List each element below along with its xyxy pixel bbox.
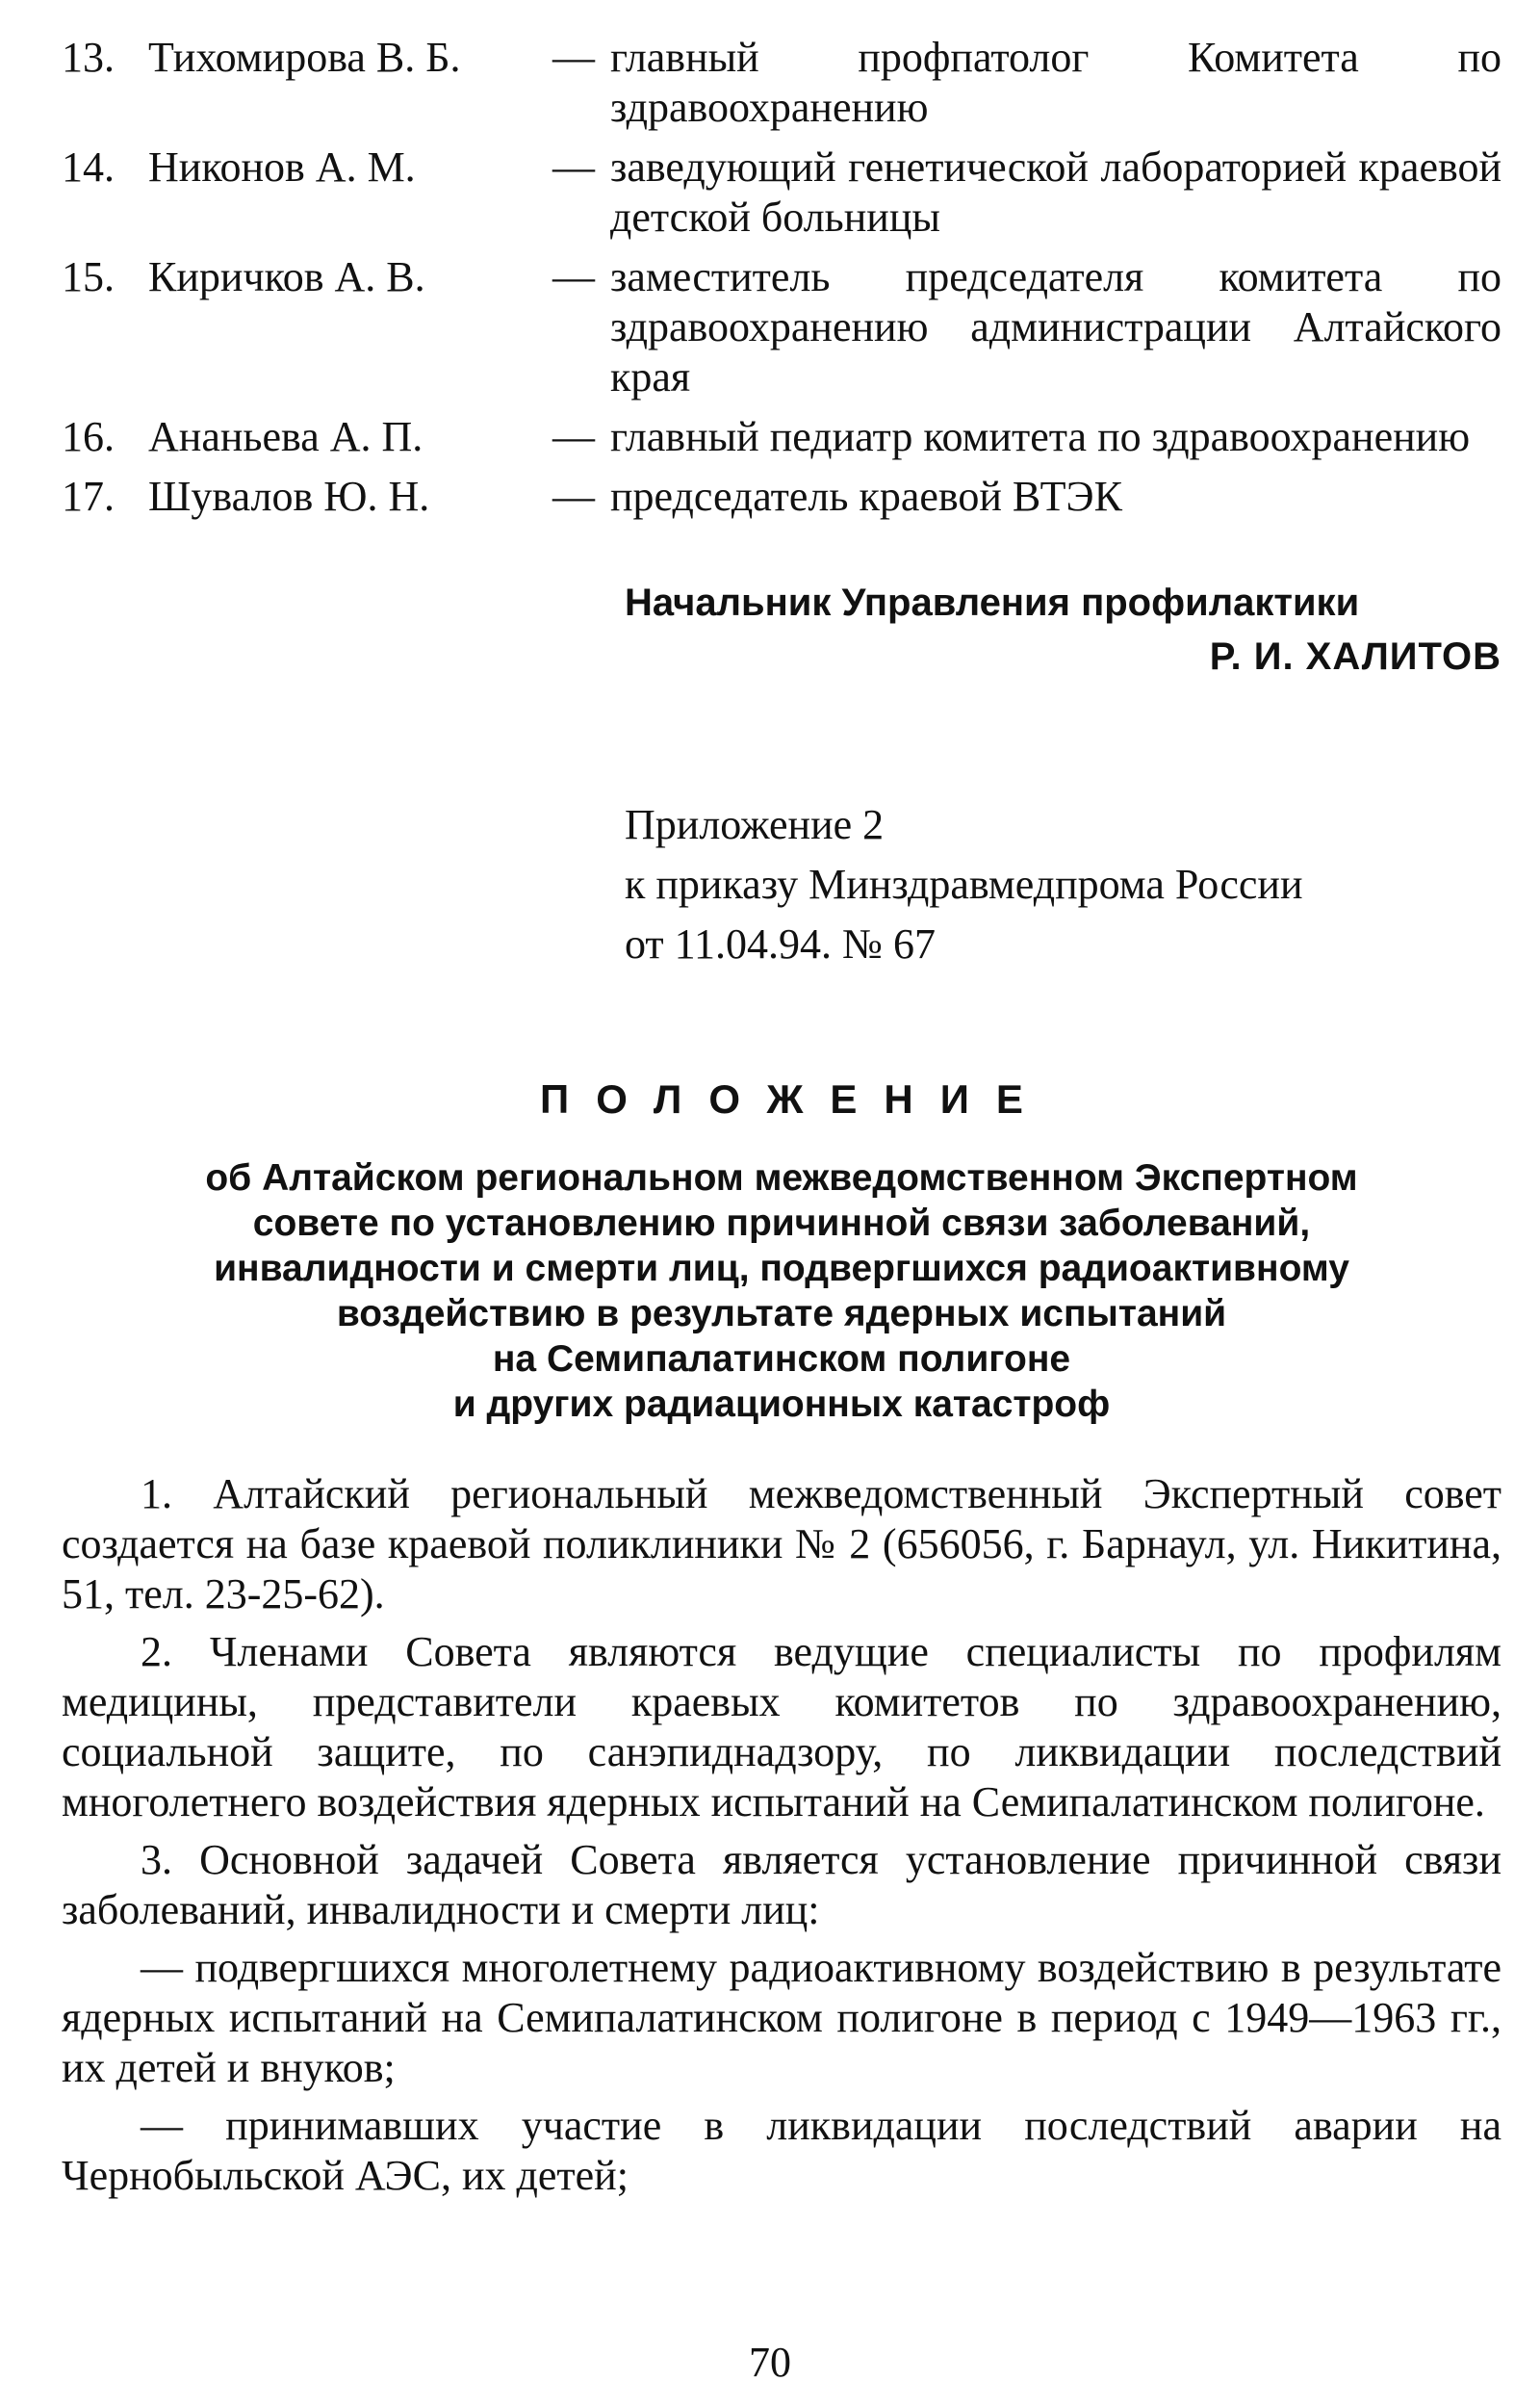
signature-position: Начальник Управления профилактики: [625, 582, 1360, 624]
subtitle-line: совете по установлению причинной связи заболеваний,: [252, 1203, 1311, 1244]
member-role: главный педиатр комитета по здравоохранению: [610, 413, 1471, 460]
member-dash: —: [552, 253, 595, 300]
document-page: [62, 33, 1502, 2209]
member-number: 15.: [62, 253, 115, 300]
member-dash: —: [552, 143, 595, 191]
appendix-line: к приказу Минздравмедпрома России: [625, 861, 1303, 908]
member-number: 17.: [62, 473, 115, 520]
member-role: заведующий генетической лабораторией краевой детской больницы: [610, 143, 1502, 241]
paragraph: — подвергшихся многолетнему радиоактивному воздействию в результате ядерных испытаний на Семипалатинском полигоне в период с 1949—1963 гг., их детей и внуков;: [62, 1944, 1502, 2091]
page-number: 70: [749, 2339, 791, 2386]
member-row: [62, 472, 1502, 522]
subtitle-line: воздействию в результате ядерных испытаний: [336, 1293, 1227, 1334]
member-name: Никонов А. М.: [148, 143, 416, 191]
member-name: Киричков А. В.: [148, 253, 425, 300]
signature-name: Р. И. ХАЛИТОВ: [1209, 635, 1502, 678]
body-text: [62, 1469, 1502, 2201]
member-row: [62, 412, 1502, 462]
subtitle-line: инвалидности и смерти лиц, подвергшихся радиоактивному: [214, 1248, 1349, 1289]
document-title: ПОЛОЖЕНИЕ: [540, 1076, 1050, 1122]
member-name: Ананьева А. П.: [148, 413, 424, 460]
paragraph: 3. Основной задачей Совета является установление причинной связи заболеваний, инвалидности и смерти лиц:: [62, 1836, 1502, 1933]
subtitle-line: об Алтайском региональном межведомственном Экспертном: [205, 1157, 1358, 1199]
member-number: 13.: [62, 34, 115, 81]
appendix-header: [625, 795, 1502, 974]
document-subtitle: [62, 1155, 1502, 1427]
member-row: [62, 252, 1502, 402]
appendix-line: от 11.04.94. № 67: [625, 920, 936, 968]
signature-block: [625, 576, 1502, 684]
member-name: Шувалов Ю. Н.: [148, 473, 430, 520]
member-row: [62, 33, 1502, 133]
member-dash: —: [552, 473, 595, 520]
member-dash: —: [552, 413, 595, 460]
member-row: [62, 142, 1502, 243]
member-dash: —: [552, 34, 595, 81]
paragraph: 1. Алтайский региональный межведомственный Экспертный совет создается на базе краевой поликлиники № 2 (656056, г. Барнаул, ул. Никитина, 51, тел. 23-25-62).: [62, 1470, 1502, 1618]
member-role: главный профпатолог Комитета по здравоохранению: [610, 34, 1502, 131]
subtitle-line: на Семипалатинском полигоне: [492, 1338, 1071, 1380]
member-name: Тихомирова В. Б.: [148, 34, 461, 81]
paragraph: 2. Членами Совета являются ведущие специалисты по профилям медицины, представители краевых комитетов по здравоохранению, социальной защите, по санэпиднадзору, по ликвидации последствий многолетнего воздействия ядерных испытаний на Семипалатинском полигоне.: [62, 1628, 1502, 1825]
appendix-line: Приложение 2: [625, 801, 885, 848]
member-role: председатель краевой ВТЭК: [610, 473, 1122, 520]
member-number: 14.: [62, 143, 115, 191]
subtitle-line: и других радиационных катастроф: [452, 1384, 1111, 1425]
paragraph: — принимавших участие в ликвидации последствий аварии на Чернобыльской АЭС, их детей;: [62, 2102, 1502, 2199]
member-role: заместитель председателя комитета по здравоохранению администрации Алтайского края: [610, 253, 1502, 401]
member-number: 16.: [62, 413, 115, 460]
member-list: [62, 33, 1502, 522]
